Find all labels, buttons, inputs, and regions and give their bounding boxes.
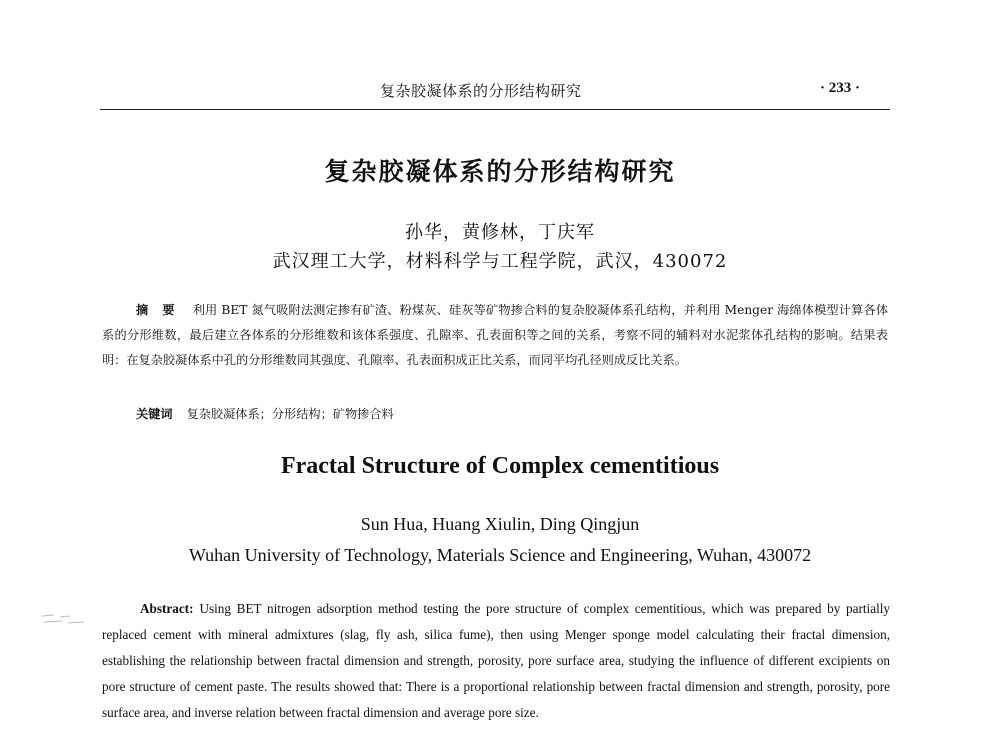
chinese-keywords-label: 关键词 — [136, 407, 173, 421]
chinese-keywords-text: 复杂胶凝体系；分形结构；矿物掺合料 — [186, 407, 394, 421]
running-title: 复杂胶凝体系的分形结构研究 — [380, 82, 582, 100]
english-authors: Sun Hua, Huang Xiulin, Ding Qingjun — [360, 514, 640, 534]
english-abstract-text: Using BET nitrogen adsorption method testing the pore structure of complex cementitious, which was prepared by partially replaced cement with mineral admixtures (slag, fly ash, silica fume), then using Menger sponge model calculating their fractal dimension, establishing the relationship between fractal dimension and strength, porosity, pore surface area, studying the influence of different excipients on pore structure of cement paste. The results showed that: There is a proportional relationship between fractal dimension and strength, porosity, pore surface area, and inverse relation between fractal dimension and average pore size. — [102, 601, 890, 720]
chinese-abstract — [102, 298, 888, 373]
page-number: · 233 · — [820, 80, 861, 96]
chinese-affiliation: 武汉理工大学，材料科学与工程学院，武汉，430072 — [272, 251, 728, 272]
chinese-keywords — [102, 405, 888, 422]
english-title: Fractal Structure of Complex cementitious — [280, 453, 720, 479]
english-abstract-label: Abstract: — [140, 601, 194, 616]
english-abstract — [102, 596, 890, 726]
english-affiliation: Wuhan University of Technology, Materials Science and Engineering, Wuhan, 430072 — [188, 545, 812, 565]
chinese-authors: 孙华，黄修林，丁庆军 — [405, 222, 595, 243]
header-rule — [100, 109, 890, 110]
chinese-abstract-label: 摘要 — [136, 303, 189, 317]
chinese-abstract-text: 利用 BET 氮气吸附法测定掺有矿渣、粉煤灰、硅灰等矿物掺合料的复杂胶凝体系孔结构，并利用 Menger 海绵体模型计算各体系的分形维数，最后建立各体系的分形维数和该体系强度、孔隙率、孔表面积等之间的关系，考察不同的辅料对水泥浆体孔结构的影响。结果表明：在复杂胶凝体系中孔的分形维数同其强度、孔隙率、孔表面积成正比关系，而同平均孔径则成反比关系。 — [102, 303, 889, 367]
scan-smudge — [40, 610, 100, 630]
chinese-title: 复杂胶凝体系的分形结构研究 — [324, 157, 676, 186]
